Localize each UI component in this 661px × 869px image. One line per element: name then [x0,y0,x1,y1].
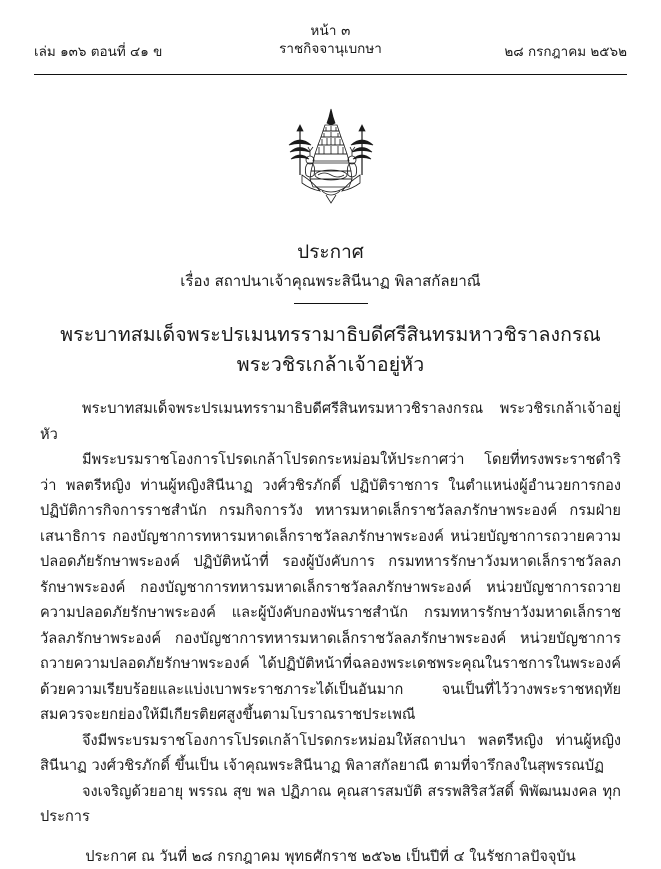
paragraph-text: จึงมีพระบรมราชโองการโปรดเกล้าโปรดกระหม่อมให้สถาปนา พลตรีหญิง ท่านผู้หญิงสินีนาฏ วงศ์วชิรภักดิ์ ขึ้นเป็น เจ้าคุณพระสินีนาฏ พิลาสกัลยาณี ตามที่จารึกลงในสุพรรณบัฏ [40,731,621,774]
header-volume-info: เล่ม ๑๓๖ ตอนที่ ๔๑ ข [34,44,163,60]
garuda-royal-emblem-icon [256,105,406,213]
document-subject: เรื่อง สถาปนาเจ้าคุณพระสินีนาฏ พิลาสกัลยาณี [180,272,481,290]
emblem-container [34,105,627,213]
page-header [34,22,627,68]
header-gazette-name: ราชกิจจานุเบกษา [279,41,382,57]
title-divider [294,303,368,304]
header-date: ๒๘ กรกฎาคม ๒๕๖๒ [504,44,627,60]
paragraph-text: พระบาทสมเด็จพระปรเมนทรรามาธิบดีศรีสินทรมหาวชิราลงกรณ พระวชิรเกล้าเจ้าอยู่หัว [40,400,621,443]
header-divider [34,74,627,75]
body-paragraph-2 [40,447,621,728]
header-page-number: หน้า ๓ [310,23,351,39]
paragraph-text: จงเจริญด้วยอายุ พรรณ สุข พล ปฏิภาณ คุณสารสมบัติ สรรพสิริสวัสดิ์ พิพัฒนมงคล ทุกประการ [40,782,621,825]
body-paragraph-1 [40,396,621,447]
royal-name [34,320,627,380]
page-title: ประกาศ [297,241,364,263]
paragraph-text: มีพระบรมราชโองการโปรดเกล้าโปรดกระหม่อมให้ประกาศว่า โดยที่ทรงพระราชดำริว่า พลตรีหญิง ท่านผู้หญิงสินีนาฏ วงศ์วชิรภักดิ์ ปฏิบัติราชการ ในตำแหน่งผู้อำนวยการกองปฏิบัติการกิจการราชสำนัก กรมกิจการวัง ทหารมหาดเล็กราชวัลลภรักษาพระองค์ กรมฝ่ายเสนาธิการ กองบัญชาการทหารมหาดเล็กราชวัลลภรักษาพระองค์ หน่วยบัญชาการถวายความปลอดภัยรักษาพระองค์ ปฏิบัติหน้าที่ รองผู้บังคับการ กรมทหารรักษาวังมหาดเล็กราชวัลลภรักษาพระองค์ กองบัญชาการทหารมหาดเล็กราชวัลลภรักษาพระองค์ หน่วยบัญชาการถวายความปลอดภัยรักษาพระองค์ และผู้บังคับกองพันราชสำนัก กรมทหารรักษาวังมหาดเล็กราชวัลลภรักษาพระองค์ กองบัญชาการทหารมหาดเล็กราชวัลลภรักษาพระองค์ หน่วยบัญชาการถวายความปลอดภัยรักษาพระองค์ ได้ปฏิบัติหน้าที่ฉลองพระเดชพระคุณในราชการในพระองค์ด้วยความเรียบร้อยและแบ่งเบาพระราชภาระได้เป็นอันมาก จนเป็นที่ไว้วางพระราชหฤทัย สมควรจะยกย่องให้มีเกียรติยศสูงขึ้นตามโบราณราชประเพณี [40,451,621,723]
document-body [34,396,627,830]
body-paragraph-4 [40,779,621,830]
document-footer-date: ประกาศ ณ วันที่ ๒๘ กรกฎาคม พุทธศักราช ๒๕๖๒ เป็นปีที่ ๔ ในรัชกาลปัจจุบัน [85,847,576,865]
royal-name-line-1: พระบาทสมเด็จพระปรเมนทรรามาธิบดีศรีสินทรมหาวชิราลงกรณ [60,323,601,346]
body-paragraph-3 [40,728,621,779]
royal-name-line-2: พระวชิรเกล้าเจ้าอยู่หัว [236,353,425,376]
